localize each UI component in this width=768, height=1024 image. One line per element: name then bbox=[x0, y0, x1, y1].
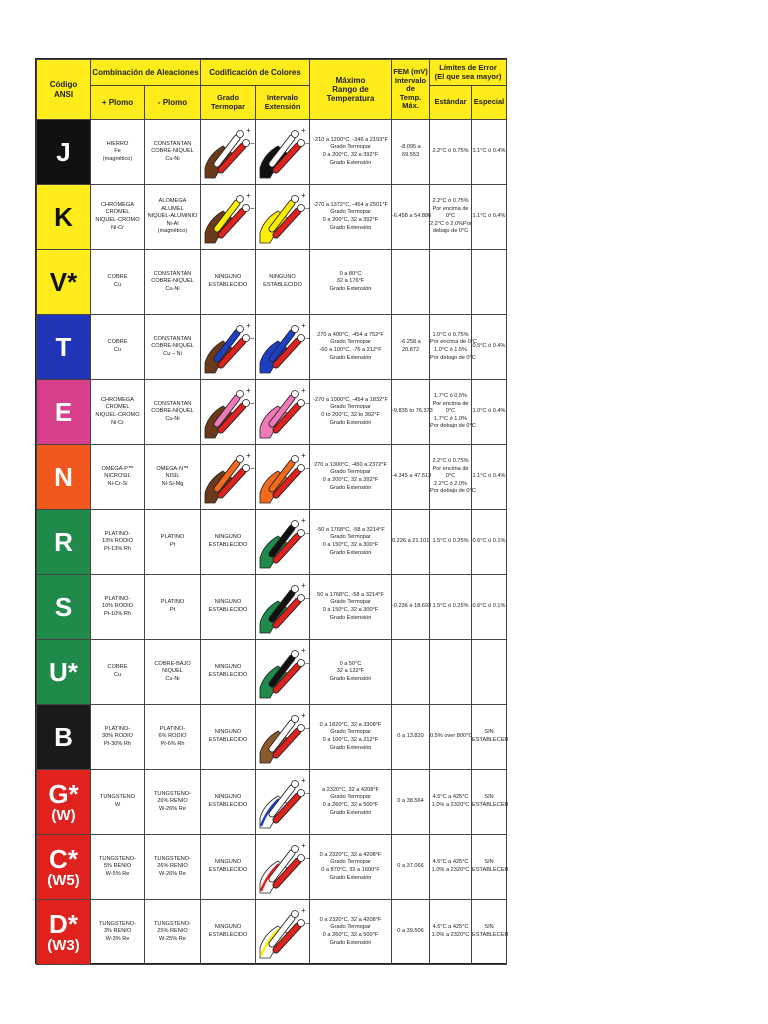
error-special: 1.1°C ó 0.4% bbox=[472, 120, 507, 185]
tc-grade-wire bbox=[201, 185, 256, 250]
error-standard: 4.5°C a 425°C 1.0% a 2320°C bbox=[430, 770, 472, 835]
header-emf: FEM (mV) Intervalo de Temp. Máx. bbox=[392, 60, 430, 120]
ext-wire-icon bbox=[258, 124, 308, 180]
svg-text:−: − bbox=[304, 334, 310, 343]
plus-lead-alloy: OMEGA-P™ NICROSIL Ni-Cr-Si bbox=[91, 445, 145, 510]
max-temp-range: -210 a 1200°C, -346 a 2193°F Grado Termopar 0 a 200°C, 32 a 392°F Grado Extensión bbox=[310, 120, 392, 185]
emf-range: 0 a 37.066 bbox=[392, 835, 430, 900]
emf-range: 0.226 a 21.101 bbox=[392, 510, 430, 575]
svg-text:+: + bbox=[246, 386, 251, 395]
minus-lead-alloy: PLATINO- 6% RODIO Pt-6% Rh bbox=[145, 705, 201, 770]
plus-lead-alloy: COBRE Cu bbox=[91, 640, 145, 705]
svg-text:+: + bbox=[300, 191, 306, 200]
minus-lead-alloy: ALOMEGA ALUMEL NIQUEL-ALUMINIO Ni-Al (magnético) bbox=[145, 185, 201, 250]
emf-range: -9.835 to 76.373 bbox=[392, 380, 430, 445]
svg-text:−: − bbox=[304, 464, 310, 473]
header-plus-lead: + Plomo bbox=[91, 86, 145, 120]
tc-grade-none: NINGUNO ESTABLECIDO bbox=[201, 250, 256, 315]
svg-text:+: + bbox=[300, 516, 306, 525]
minus-lead-alloy: CONSTANTAN COBRE-NIQUEL Cu-Ni bbox=[145, 380, 201, 445]
svg-text:+: + bbox=[246, 126, 251, 135]
table-row bbox=[37, 445, 507, 510]
header-alloy-group: Combinación de Aleaciones bbox=[91, 60, 201, 86]
svg-text:−: − bbox=[304, 594, 310, 603]
svg-text:+: + bbox=[300, 451, 306, 460]
tc-grade-none: NINGUNO ESTABLECIDO bbox=[201, 705, 256, 770]
emf-range: 0 a 38.564 bbox=[392, 770, 430, 835]
table-row bbox=[37, 250, 507, 315]
table-row bbox=[37, 380, 507, 445]
tc-grade-none: NINGUNO ESTABLECIDO bbox=[201, 575, 256, 640]
svg-text:−: − bbox=[304, 789, 310, 798]
plus-lead-alloy: PLATINO- 10% RODIO Pt-10% Rh bbox=[91, 575, 145, 640]
minus-lead-alloy: COBRE-BAJO NIQUEL Cu-Ni bbox=[145, 640, 201, 705]
emf-range: 0 a 39.506 bbox=[392, 900, 430, 965]
ext-wire-icon bbox=[258, 709, 308, 765]
table-row bbox=[37, 120, 507, 185]
max-temp-range: 0 a 2320°C, 32 a 4208°F Grado Termopar 0 a 870°C, 32 a 1600°F Grado Extensión bbox=[310, 835, 392, 900]
table-row bbox=[37, 575, 507, 640]
ext-wire-icon bbox=[258, 189, 308, 245]
error-special: SIN ESTABLECER bbox=[472, 705, 507, 770]
max-temp-range: -270 a 1000°C, -454 a 1832°F Grado Termopar 0 to 200°C, 32 to 392°F Grado Extensión bbox=[310, 380, 392, 445]
ext-wire-icon bbox=[258, 449, 308, 505]
svg-text:−: − bbox=[304, 854, 310, 863]
ext-grade-wire bbox=[256, 445, 310, 510]
ext-wire-icon bbox=[258, 514, 308, 570]
header-color-group: Codificación de Colores bbox=[201, 60, 310, 86]
emf-range bbox=[392, 640, 430, 705]
max-temp-range: -270 a 1372°C, -454 a 2501°F Grado Termopar 0 a 200°C, 32 a 392°F Grado Extensión bbox=[310, 185, 392, 250]
error-standard: 4.5°C a 425°C 1.0% a 2320°C bbox=[430, 900, 472, 965]
plus-lead-alloy: TUNGSTENO- 3% RENIO W-3% Re bbox=[91, 900, 145, 965]
ext-grade-wire bbox=[256, 380, 310, 445]
tc-grade-wire bbox=[201, 445, 256, 510]
svg-text:+: + bbox=[300, 386, 306, 395]
ansi-code: R bbox=[37, 510, 91, 575]
ext-grade-wire bbox=[256, 770, 310, 835]
error-standard: 1.7°C ó 0.5% Por encima de 0°C 1.7°C ó 1.0% Por debajo de 0°C bbox=[430, 380, 472, 445]
max-temp-range: 270 a 400°C, -454 a 752°F Grado Termopar -60 a 100°C, -76 a 212°F Grado Extensión bbox=[310, 315, 392, 380]
ansi-code: V* bbox=[37, 250, 91, 315]
tc-grade-none: NINGUNO ESTABLECIDO bbox=[201, 770, 256, 835]
plus-lead-alloy: PLATINO- 13% RODIO Pt-13% Rh bbox=[91, 510, 145, 575]
ext-grade-wire bbox=[256, 510, 310, 575]
header-ext-grade: Intervalo Extensión bbox=[256, 86, 310, 120]
ext-grade-wire bbox=[256, 900, 310, 965]
tc-wire-icon bbox=[203, 124, 253, 180]
svg-text:+: + bbox=[300, 711, 306, 720]
table-row bbox=[37, 835, 507, 900]
header-tc-grade: Grado Termopar bbox=[201, 86, 256, 120]
svg-text:−: − bbox=[304, 204, 310, 213]
error-standard: 2.2°C ó 0.75% Por encima de 0°C 2.2°C ó 2.0% Por debajo de 0°C bbox=[430, 445, 472, 510]
table-row bbox=[37, 705, 507, 770]
table-row bbox=[37, 185, 507, 250]
svg-text:−: − bbox=[250, 399, 255, 408]
error-standard: 0.5% over 800°C bbox=[430, 705, 472, 770]
svg-text:−: − bbox=[304, 659, 310, 668]
error-standard: 2.2°C ó 0.75% Por encima de 0°C 2.2°C ó 2.0%Por debajo de 0°C bbox=[430, 185, 472, 250]
emf-range: -6.258 a 20.872 bbox=[392, 315, 430, 380]
header-max-range: Máximo Rango de Temperatura bbox=[310, 60, 392, 120]
max-temp-range: 50 a 1768°C, -58 a 3214°F Grado Termopar 0 a 150°C, 32 a 300°F Grado Extensión bbox=[310, 575, 392, 640]
error-standard bbox=[430, 640, 472, 705]
max-temp-range: 270 a 1300°C, -450 a 2372°F Grado Termopar 0 a 200°C, 32 a 392°F Grado Extensión bbox=[310, 445, 392, 510]
tc-wire-icon bbox=[203, 449, 253, 505]
emf-range bbox=[392, 250, 430, 315]
ext-grade-wire bbox=[256, 575, 310, 640]
max-temp-range: a 2320°C, 32 a 4208°F Grado Termopar 0 a 260°C, 32 a 500°F Grado Extensión bbox=[310, 770, 392, 835]
ext-wire-icon bbox=[258, 774, 308, 830]
ext-grade-none: NINGUNO ESTABLECIDO bbox=[256, 250, 310, 315]
svg-text:−: − bbox=[250, 139, 255, 148]
ansi-code: T bbox=[37, 315, 91, 380]
svg-text:+: + bbox=[246, 191, 251, 200]
error-special bbox=[472, 250, 507, 315]
svg-text:−: − bbox=[304, 529, 310, 538]
error-standard bbox=[430, 250, 472, 315]
table-row bbox=[37, 900, 507, 965]
plus-lead-alloy: CHROMEGA CROMEL NIQUEL-CROMO Ni-Cr bbox=[91, 185, 145, 250]
ext-grade-wire bbox=[256, 705, 310, 770]
header-standard: Estándar bbox=[430, 86, 472, 120]
error-special: 0.5°C ó 0.4% bbox=[472, 315, 507, 380]
error-special: 0.6°C ó 0.1% bbox=[472, 510, 507, 575]
emf-range: -8.095 a 69.553 bbox=[392, 120, 430, 185]
ansi-code: J bbox=[37, 120, 91, 185]
minus-lead-alloy: PLATINO Pt bbox=[145, 510, 201, 575]
ansi-code: G* (W) bbox=[37, 770, 91, 835]
max-temp-range: 0 a 80°C 32 a 176°F Grado Extensión bbox=[310, 250, 392, 315]
ext-grade-wire bbox=[256, 640, 310, 705]
error-special: SIN ESTABLECER bbox=[472, 900, 507, 965]
ext-grade-wire bbox=[256, 120, 310, 185]
minus-lead-alloy: CONSTANTAN COBRE-NIQUEL Cu-Ni bbox=[145, 120, 201, 185]
error-standard: 1.0°C ó 0.75% Por encima de 0°C 1.0°C ó 1.5% Por debajo de 0°C bbox=[430, 315, 472, 380]
ext-wire-icon bbox=[258, 579, 308, 635]
emf-range: -0.236 a 18.693 bbox=[392, 575, 430, 640]
error-standard: 1.5°C ó 0.25% bbox=[430, 510, 472, 575]
error-standard: 4.5°C a 425°C 1.0% a 2320°C bbox=[430, 835, 472, 900]
max-temp-range: 0 a 1820°C, 32 a 3308°F Grado Termopar 0 a 100°C, 32 a 212°F Grado Extensión bbox=[310, 705, 392, 770]
tc-grade-none: NINGUNO ESTABLECIDO bbox=[201, 640, 256, 705]
error-special bbox=[472, 640, 507, 705]
minus-lead-alloy: PLATINO Pt bbox=[145, 575, 201, 640]
svg-text:−: − bbox=[250, 464, 255, 473]
emf-range: -4.345 a 47.513 bbox=[392, 445, 430, 510]
error-special: 1.0°C ó 0.4% bbox=[472, 380, 507, 445]
table-row bbox=[37, 640, 507, 705]
tc-wire-icon bbox=[203, 189, 253, 245]
ansi-code: N bbox=[37, 445, 91, 510]
error-special: 1.1°C ó 0.4% bbox=[472, 445, 507, 510]
tc-grade-none: NINGUNO ESTABLECIDO bbox=[201, 835, 256, 900]
ext-wire-icon bbox=[258, 319, 308, 375]
header-error-limits: Límites de Error (El que sea mayor) bbox=[430, 60, 507, 86]
plus-lead-alloy: COBRE Cu bbox=[91, 315, 145, 380]
minus-lead-alloy: CONSTANTAN COBRE-NIQUEL Cu-Ni bbox=[145, 250, 201, 315]
ansi-code: K bbox=[37, 185, 91, 250]
tc-grade-wire bbox=[201, 120, 256, 185]
max-temp-range: 0 a 2320°C, 32 a 4208°F Grado Termopar 0 a 260°C, 32 a 500°F Grado Extensión bbox=[310, 900, 392, 965]
tc-grade-none: NINGUNO ESTABLECIDO bbox=[201, 510, 256, 575]
minus-lead-alloy: CONSTANTAN COBRE-NIQUEL Cu – Ni bbox=[145, 315, 201, 380]
svg-text:+: + bbox=[300, 776, 306, 785]
tc-grade-wire bbox=[201, 380, 256, 445]
svg-text:+: + bbox=[300, 581, 306, 590]
table-row bbox=[37, 315, 507, 380]
ansi-code: U* bbox=[37, 640, 91, 705]
header-special: Especial bbox=[472, 86, 507, 120]
tc-wire-icon bbox=[203, 384, 253, 440]
plus-lead-alloy: COBRE Cu bbox=[91, 250, 145, 315]
ext-wire-icon bbox=[258, 904, 308, 960]
tc-grade-none: NINGUNO ESTABLECIDO bbox=[201, 900, 256, 965]
svg-text:−: − bbox=[304, 919, 310, 928]
tc-grade-wire bbox=[201, 315, 256, 380]
svg-text:−: − bbox=[250, 204, 255, 213]
error-special: SIN ESTABLECER bbox=[472, 835, 507, 900]
max-temp-range: 0 a 50°C 32 a 122°F Grado Extensión bbox=[310, 640, 392, 705]
ansi-code: D* (W3) bbox=[37, 900, 91, 965]
svg-text:−: − bbox=[304, 724, 310, 733]
plus-lead-alloy: CHROMEGA CROMEL NIQUEL-CROMO Ni-Cr bbox=[91, 380, 145, 445]
svg-text:+: + bbox=[246, 321, 251, 330]
minus-lead-alloy: TUNGSTENO- 26% RENIO W-26% Re bbox=[145, 770, 201, 835]
svg-text:−: − bbox=[250, 334, 255, 343]
svg-text:−: − bbox=[304, 139, 310, 148]
emf-range: 0 a 13.820 bbox=[392, 705, 430, 770]
max-temp-range: -50 a 1768°C, -58 a 3214°F Grado Termopar 0 a 150°C, 32 a 300°F Grado Extensión bbox=[310, 510, 392, 575]
minus-lead-alloy: TUNGSTENO- 25% RENIO W-25% Re bbox=[145, 900, 201, 965]
ansi-code: C* (W5) bbox=[37, 835, 91, 900]
header-code: Código ANSI bbox=[37, 60, 91, 120]
ext-grade-wire bbox=[256, 185, 310, 250]
ansi-code: S bbox=[37, 575, 91, 640]
svg-text:+: + bbox=[300, 321, 306, 330]
ext-wire-icon bbox=[258, 644, 308, 700]
error-standard: 2.2°C ó 0.75% bbox=[430, 120, 472, 185]
error-special: 0.6°C ó 0.1% bbox=[472, 575, 507, 640]
svg-text:+: + bbox=[300, 906, 306, 915]
plus-lead-alloy: PLATINO- 30% RODIO Pt-30% Rh bbox=[91, 705, 145, 770]
plus-lead-alloy: HIERRO Fe (magnético) bbox=[91, 120, 145, 185]
svg-text:−: − bbox=[304, 399, 310, 408]
error-special: 1.1°C ó 0.4% bbox=[472, 185, 507, 250]
ext-grade-wire bbox=[256, 315, 310, 380]
table-row bbox=[37, 770, 507, 835]
thermocouple-table bbox=[35, 58, 507, 964]
ansi-code: B bbox=[37, 705, 91, 770]
table-row bbox=[37, 510, 507, 575]
plus-lead-alloy: TUNGSTENO- 5% RENIO W-5% Re bbox=[91, 835, 145, 900]
minus-lead-alloy: OMEGA-N™ NISIL Ni-Si-Mg bbox=[145, 445, 201, 510]
emf-range: -6.458 a 54.886 bbox=[392, 185, 430, 250]
ansi-code: E bbox=[37, 380, 91, 445]
svg-text:+: + bbox=[300, 841, 306, 850]
plus-lead-alloy: TUNGSTENO W bbox=[91, 770, 145, 835]
error-special: SIN ESTABLECER bbox=[472, 770, 507, 835]
error-standard: 1.5°C ó 0.25% bbox=[430, 575, 472, 640]
svg-text:+: + bbox=[300, 126, 306, 135]
minus-lead-alloy: TUNGSTENO- 26% RENIO W-26% Re bbox=[145, 835, 201, 900]
tc-wire-icon bbox=[203, 319, 253, 375]
header-minus-lead: - Plomo bbox=[145, 86, 201, 120]
ext-grade-wire bbox=[256, 835, 310, 900]
ext-wire-icon bbox=[258, 384, 308, 440]
ext-wire-icon bbox=[258, 839, 308, 895]
svg-text:+: + bbox=[300, 646, 306, 655]
svg-text:+: + bbox=[246, 451, 251, 460]
